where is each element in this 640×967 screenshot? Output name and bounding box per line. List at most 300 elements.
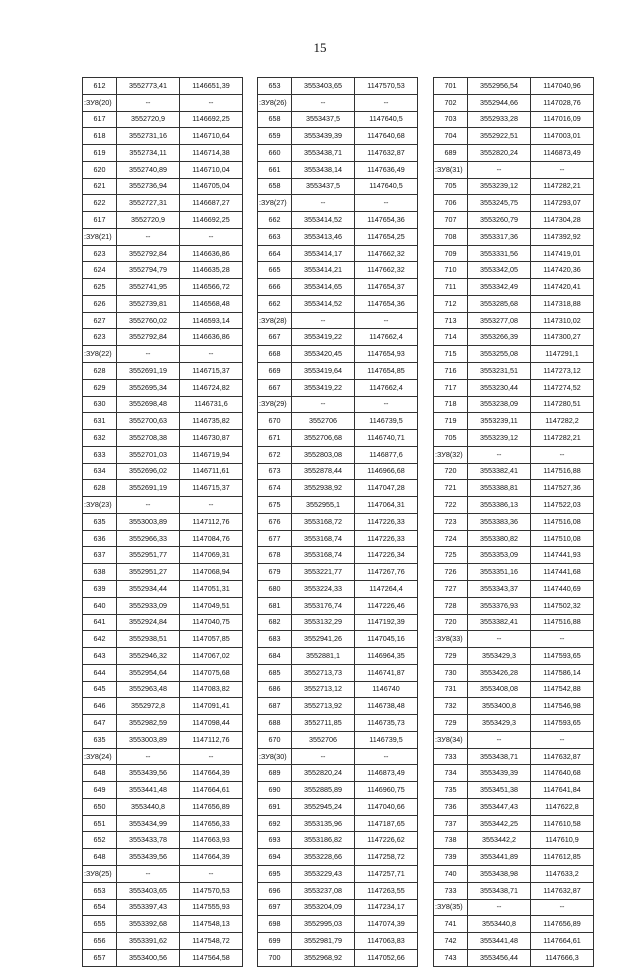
y-coordinate-cell: 1147662,32 <box>355 245 418 262</box>
x-coordinate-cell: -- <box>117 865 180 882</box>
x-coordinate-cell: 3552941,26 <box>292 631 355 648</box>
y-coordinate-cell: 1147028,76 <box>531 94 594 111</box>
y-coordinate-cell: 1147664,61 <box>180 782 243 799</box>
y-coordinate-cell: -- <box>355 312 418 329</box>
coordinates-table-3 <box>433 77 594 967</box>
x-coordinate-cell: 3552922,51 <box>468 128 531 145</box>
parcel-label-row <box>83 346 243 363</box>
y-coordinate-cell: 1147420,36 <box>531 262 594 279</box>
point-number-cell: 628 <box>83 480 117 497</box>
x-coordinate-cell: 3553397,43 <box>117 899 180 916</box>
y-coordinate-cell: 1147075,68 <box>180 664 243 681</box>
y-coordinate-cell: -- <box>180 228 243 245</box>
y-coordinate-cell: 1147502,32 <box>531 597 594 614</box>
y-coordinate-cell: 1146651,39 <box>180 78 243 95</box>
table-row <box>434 329 594 346</box>
y-coordinate-cell: 1147662,4 <box>355 329 418 346</box>
point-number-cell: 677 <box>258 530 292 547</box>
table-row <box>258 547 418 564</box>
x-coordinate-cell: 3552740,89 <box>117 161 180 178</box>
table-row <box>258 346 418 363</box>
x-coordinate-cell: -- <box>292 396 355 413</box>
table-row <box>258 161 418 178</box>
point-number-cell: 736 <box>434 798 468 815</box>
point-number-cell: 658 <box>258 111 292 128</box>
parcel-label-row <box>258 748 418 765</box>
y-coordinate-cell: 1146739,5 <box>355 731 418 748</box>
y-coordinate-cell: 1147622,8 <box>531 798 594 815</box>
point-number-cell: 699 <box>258 933 292 950</box>
y-coordinate-cell: 1146877,6 <box>355 446 418 463</box>
table-row <box>83 78 243 95</box>
y-coordinate-cell: 1146739,5 <box>355 413 418 430</box>
point-number-cell: 742 <box>434 933 468 950</box>
table-row <box>434 530 594 547</box>
x-coordinate-cell: 3553238,09 <box>468 396 531 413</box>
point-number-cell: 621 <box>83 178 117 195</box>
x-coordinate-cell: 3552924,84 <box>117 614 180 631</box>
y-coordinate-cell: 1146730,87 <box>180 430 243 447</box>
x-coordinate-cell: -- <box>468 161 531 178</box>
point-number-cell: 678 <box>258 547 292 564</box>
point-number-cell: 716 <box>434 363 468 380</box>
y-coordinate-cell: 1147083,82 <box>180 681 243 698</box>
y-coordinate-cell: 1147084,76 <box>180 530 243 547</box>
x-coordinate-cell: 3553135,96 <box>292 815 355 832</box>
table-row <box>258 145 418 162</box>
y-coordinate-cell: 1147516,88 <box>531 463 594 480</box>
x-coordinate-cell: 3552955,1 <box>292 497 355 514</box>
point-number-cell: 735 <box>434 782 468 799</box>
y-coordinate-cell: 1147656,89 <box>531 916 594 933</box>
y-coordinate-cell: 1147257,71 <box>355 865 418 882</box>
table-row <box>258 798 418 815</box>
y-coordinate-cell: 1147610,58 <box>531 815 594 832</box>
point-number-cell: 633 <box>83 446 117 463</box>
table-row <box>434 614 594 631</box>
table-row <box>83 279 243 296</box>
point-number-cell: :ЗУ8(21) <box>83 228 117 245</box>
table-row <box>434 295 594 312</box>
x-coordinate-cell: 3553239,11 <box>468 413 531 430</box>
table-row <box>258 480 418 497</box>
coordinates-table-2 <box>257 77 418 967</box>
y-coordinate-cell: 1147654,25 <box>355 228 418 245</box>
point-number-cell: 703 <box>434 111 468 128</box>
point-number-cell: 731 <box>434 681 468 698</box>
y-coordinate-cell: 1146710,64 <box>180 128 243 145</box>
y-coordinate-cell: 1146636,86 <box>180 329 243 346</box>
x-coordinate-cell: 3553414,21 <box>292 262 355 279</box>
x-coordinate-cell: 3552695,34 <box>117 379 180 396</box>
point-number-cell: 659 <box>258 128 292 145</box>
table-row <box>83 664 243 681</box>
table-row <box>83 798 243 815</box>
point-number-cell: 711 <box>434 279 468 296</box>
x-coordinate-cell: 3553441,89 <box>468 849 531 866</box>
table-row <box>258 212 418 229</box>
x-coordinate-cell: 3552691,19 <box>117 363 180 380</box>
x-coordinate-cell: 3552706 <box>292 731 355 748</box>
point-number-cell: 652 <box>83 832 117 849</box>
x-coordinate-cell: 3553204,09 <box>292 899 355 916</box>
y-coordinate-cell: -- <box>180 94 243 111</box>
table-row <box>83 178 243 195</box>
y-coordinate-cell: -- <box>180 346 243 363</box>
y-coordinate-cell: 1147192,39 <box>355 614 418 631</box>
x-coordinate-cell: 3552720,9 <box>117 111 180 128</box>
point-number-cell: 722 <box>434 497 468 514</box>
point-number-cell: 670 <box>258 413 292 430</box>
table-row <box>258 363 418 380</box>
parcel-label-row <box>434 631 594 648</box>
x-coordinate-cell: 3553414,65 <box>292 279 355 296</box>
x-coordinate-cell: -- <box>117 346 180 363</box>
point-number-cell: 676 <box>258 513 292 530</box>
y-coordinate-cell: 1147440,69 <box>531 580 594 597</box>
point-number-cell: 682 <box>258 614 292 631</box>
x-coordinate-cell: 3553224,33 <box>292 580 355 597</box>
x-coordinate-cell: 3553439,39 <box>468 765 531 782</box>
table-row <box>434 480 594 497</box>
y-coordinate-cell: 1147516,88 <box>531 614 594 631</box>
x-coordinate-cell: 3552881,1 <box>292 648 355 665</box>
x-coordinate-cell: 3553447,43 <box>468 798 531 815</box>
y-coordinate-cell: 1147091,41 <box>180 698 243 715</box>
point-number-cell: 720 <box>434 463 468 480</box>
y-coordinate-cell: 1147662,4 <box>355 379 418 396</box>
table-row <box>83 731 243 748</box>
table-row <box>258 413 418 430</box>
table-row <box>83 413 243 430</box>
point-number-cell: 701 <box>434 78 468 95</box>
table-row <box>258 815 418 832</box>
y-coordinate-cell: -- <box>355 396 418 413</box>
x-coordinate-cell: 3552773,41 <box>117 78 180 95</box>
x-coordinate-cell: 3553403,65 <box>292 78 355 95</box>
y-coordinate-cell: 1147057,85 <box>180 631 243 648</box>
table-row <box>83 547 243 564</box>
point-number-cell: 717 <box>434 379 468 396</box>
y-coordinate-cell: 1146692,25 <box>180 111 243 128</box>
point-number-cell: 643 <box>83 648 117 665</box>
y-coordinate-cell: 1147654,93 <box>355 346 418 363</box>
table-row <box>83 715 243 732</box>
point-number-cell: 724 <box>434 530 468 547</box>
table-row <box>83 916 243 933</box>
point-number-cell: :ЗУ8(32) <box>434 446 468 463</box>
x-coordinate-cell: 3553419,64 <box>292 363 355 380</box>
table-row <box>83 329 243 346</box>
y-coordinate-cell: 1146738,48 <box>355 698 418 715</box>
table-row <box>83 161 243 178</box>
x-coordinate-cell: 3553434,99 <box>117 815 180 832</box>
table-row <box>434 815 594 832</box>
table-row <box>83 681 243 698</box>
x-coordinate-cell: -- <box>468 631 531 648</box>
point-number-cell: 636 <box>83 530 117 547</box>
point-number-cell: 664 <box>258 245 292 262</box>
y-coordinate-cell: 1147063,83 <box>355 933 418 950</box>
point-number-cell: 696 <box>258 882 292 899</box>
y-coordinate-cell: 1147516,08 <box>531 513 594 530</box>
y-coordinate-cell: 1147274,52 <box>531 379 594 396</box>
y-coordinate-cell: 1147318,88 <box>531 295 594 312</box>
table-row <box>434 212 594 229</box>
table-row <box>258 933 418 950</box>
x-coordinate-cell: 3552945,24 <box>292 798 355 815</box>
table-row <box>258 614 418 631</box>
point-number-cell: 642 <box>83 631 117 648</box>
x-coordinate-cell: 3552982,59 <box>117 715 180 732</box>
y-coordinate-cell: 1146715,37 <box>180 480 243 497</box>
point-number-cell: :ЗУ8(33) <box>434 631 468 648</box>
point-number-cell: 707 <box>434 212 468 229</box>
table-row <box>258 463 418 480</box>
table-row <box>434 363 594 380</box>
point-number-cell: 640 <box>83 597 117 614</box>
y-coordinate-cell: -- <box>531 446 594 463</box>
x-coordinate-cell: 3552944,66 <box>468 94 531 111</box>
y-coordinate-cell: -- <box>180 748 243 765</box>
point-number-cell: 688 <box>258 715 292 732</box>
y-coordinate-cell: 1147663,93 <box>180 832 243 849</box>
x-coordinate-cell: 3553438,71 <box>468 748 531 765</box>
point-number-cell: 739 <box>434 849 468 866</box>
table-row <box>258 245 418 262</box>
y-coordinate-cell: 1146636,86 <box>180 245 243 262</box>
table-row <box>434 346 594 363</box>
y-coordinate-cell: 1147064,31 <box>355 497 418 514</box>
point-number-cell: 695 <box>258 865 292 882</box>
x-coordinate-cell: -- <box>117 497 180 514</box>
table-row <box>258 832 418 849</box>
y-coordinate-cell: 1147419,01 <box>531 245 594 262</box>
point-number-cell: 697 <box>258 899 292 916</box>
point-number-cell: 618 <box>83 128 117 145</box>
x-coordinate-cell: 3553245,75 <box>468 195 531 212</box>
point-number-cell: 622 <box>83 195 117 212</box>
y-coordinate-cell: 1147527,36 <box>531 480 594 497</box>
parcel-label-row <box>258 94 418 111</box>
table-row <box>258 731 418 748</box>
x-coordinate-cell: 3553380,82 <box>468 530 531 547</box>
y-coordinate-cell: 1147098,44 <box>180 715 243 732</box>
x-coordinate-cell: 3552968,92 <box>292 949 355 966</box>
y-coordinate-cell: 1146715,37 <box>180 363 243 380</box>
x-coordinate-cell: 3553438,71 <box>468 882 531 899</box>
y-coordinate-cell: 1147187,65 <box>355 815 418 832</box>
y-coordinate-cell: 1146705,04 <box>180 178 243 195</box>
x-coordinate-cell: 3553429,3 <box>468 715 531 732</box>
table-row <box>434 698 594 715</box>
x-coordinate-cell: 3553231,51 <box>468 363 531 380</box>
point-number-cell: 619 <box>83 145 117 162</box>
point-number-cell: 627 <box>83 312 117 329</box>
x-coordinate-cell: 3552711,85 <box>292 715 355 732</box>
point-number-cell: 637 <box>83 547 117 564</box>
y-coordinate-cell: 1147441,93 <box>531 547 594 564</box>
x-coordinate-cell: 3553003,89 <box>117 513 180 530</box>
point-number-cell: 669 <box>258 363 292 380</box>
point-number-cell: 705 <box>434 430 468 447</box>
point-number-cell: 626 <box>83 295 117 312</box>
table-row <box>258 698 418 715</box>
table-row <box>83 631 243 648</box>
point-number-cell: 741 <box>434 916 468 933</box>
point-number-cell: 655 <box>83 916 117 933</box>
point-number-cell: 689 <box>258 765 292 782</box>
point-number-cell: 708 <box>434 228 468 245</box>
point-number-cell: 714 <box>434 329 468 346</box>
table-row <box>258 597 418 614</box>
x-coordinate-cell: 3552963,48 <box>117 681 180 698</box>
point-number-cell: 704 <box>434 128 468 145</box>
x-coordinate-cell: -- <box>292 748 355 765</box>
table-row <box>258 564 418 581</box>
point-number-cell: 734 <box>434 765 468 782</box>
x-coordinate-cell: 3552713,73 <box>292 664 355 681</box>
table-row <box>434 949 594 966</box>
parcel-label-row <box>83 497 243 514</box>
y-coordinate-cell: 1147510,08 <box>531 530 594 547</box>
x-coordinate-cell: 3553442,2 <box>468 832 531 849</box>
x-coordinate-cell: 3553331,56 <box>468 245 531 262</box>
y-coordinate-cell: 1147610,9 <box>531 832 594 849</box>
point-number-cell: 684 <box>258 648 292 665</box>
y-coordinate-cell: 1147282,2 <box>531 413 594 430</box>
y-coordinate-cell: 1146740,71 <box>355 430 418 447</box>
x-coordinate-cell: 3553260,79 <box>468 212 531 229</box>
y-coordinate-cell: 1147234,17 <box>355 899 418 916</box>
x-coordinate-cell: 3552720,9 <box>117 212 180 229</box>
table-row <box>258 446 418 463</box>
y-coordinate-cell: 1147593,65 <box>531 715 594 732</box>
x-coordinate-cell: 3553255,08 <box>468 346 531 363</box>
y-coordinate-cell: 1146960,75 <box>355 782 418 799</box>
y-coordinate-cell: 1147273,12 <box>531 363 594 380</box>
y-coordinate-cell: 1146731,6 <box>180 396 243 413</box>
table-row <box>434 648 594 665</box>
x-coordinate-cell: 3553342,05 <box>468 262 531 279</box>
x-coordinate-cell: 3553437,5 <box>292 111 355 128</box>
parcel-label-row <box>83 865 243 882</box>
x-coordinate-cell: 3553400,56 <box>117 949 180 966</box>
x-coordinate-cell: 3552794,79 <box>117 262 180 279</box>
point-number-cell: 648 <box>83 765 117 782</box>
x-coordinate-cell: 3552713,12 <box>292 681 355 698</box>
y-coordinate-cell: 1147633,2 <box>531 865 594 882</box>
table-row <box>258 849 418 866</box>
point-number-cell: 718 <box>434 396 468 413</box>
y-coordinate-cell: 1147666,3 <box>531 949 594 966</box>
point-number-cell: :ЗУ8(31) <box>434 161 468 178</box>
point-number-cell: 662 <box>258 212 292 229</box>
point-number-cell: 689 <box>434 145 468 162</box>
x-coordinate-cell: 3552706,68 <box>292 430 355 447</box>
table-row <box>258 78 418 95</box>
y-coordinate-cell: 1147654,36 <box>355 295 418 312</box>
x-coordinate-cell: 3553439,56 <box>117 765 180 782</box>
point-number-cell: :ЗУ8(30) <box>258 748 292 765</box>
y-coordinate-cell: 1147662,32 <box>355 262 418 279</box>
y-coordinate-cell: 1147593,65 <box>531 648 594 665</box>
x-coordinate-cell: 3552713,92 <box>292 698 355 715</box>
x-coordinate-cell: 3552760,02 <box>117 312 180 329</box>
x-coordinate-cell: 3552691,19 <box>117 480 180 497</box>
x-coordinate-cell: 3553441,48 <box>117 782 180 799</box>
table-row <box>434 882 594 899</box>
x-coordinate-cell: 3552966,33 <box>117 530 180 547</box>
table-row <box>434 715 594 732</box>
x-coordinate-cell: 3553382,41 <box>468 614 531 631</box>
point-number-cell: 700 <box>258 949 292 966</box>
table-row <box>258 178 418 195</box>
x-coordinate-cell: 3553230,44 <box>468 379 531 396</box>
x-coordinate-cell: 3553408,08 <box>468 681 531 698</box>
x-coordinate-cell: 3553419,22 <box>292 329 355 346</box>
point-number-cell: 649 <box>83 782 117 799</box>
point-number-cell: 658 <box>258 178 292 195</box>
point-number-cell: 733 <box>434 882 468 899</box>
y-coordinate-cell: 1146735,82 <box>180 413 243 430</box>
x-coordinate-cell: 3553442,25 <box>468 815 531 832</box>
point-number-cell: 710 <box>434 262 468 279</box>
x-coordinate-cell: 3552933,28 <box>468 111 531 128</box>
y-coordinate-cell: 1147040,96 <box>531 78 594 95</box>
x-coordinate-cell: 3553439,56 <box>117 849 180 866</box>
table-row <box>434 94 594 111</box>
y-coordinate-cell: 1147226,34 <box>355 547 418 564</box>
y-coordinate-cell: 1147564,58 <box>180 949 243 966</box>
x-coordinate-cell: 3553400,8 <box>468 698 531 715</box>
point-number-cell: 740 <box>434 865 468 882</box>
table-row <box>83 765 243 782</box>
y-coordinate-cell: 1146966,68 <box>355 463 418 480</box>
point-number-cell: 667 <box>258 379 292 396</box>
x-coordinate-cell: 3553419,22 <box>292 379 355 396</box>
point-number-cell: 683 <box>258 631 292 648</box>
x-coordinate-cell: 3553383,36 <box>468 513 531 530</box>
table-row <box>83 933 243 950</box>
table-row <box>83 363 243 380</box>
x-coordinate-cell: 3552727,31 <box>117 195 180 212</box>
y-coordinate-cell: 1147264,4 <box>355 580 418 597</box>
y-coordinate-cell: 1147632,87 <box>531 748 594 765</box>
x-coordinate-cell: 3553426,28 <box>468 664 531 681</box>
point-number-cell: 709 <box>434 245 468 262</box>
point-number-cell: 617 <box>83 212 117 229</box>
y-coordinate-cell: 1147664,39 <box>180 765 243 782</box>
point-number-cell: 663 <box>258 228 292 245</box>
x-coordinate-cell: -- <box>292 94 355 111</box>
y-coordinate-cell: 1147074,39 <box>355 916 418 933</box>
table-row <box>434 865 594 882</box>
table-row <box>83 849 243 866</box>
table-row <box>83 580 243 597</box>
table-row <box>258 949 418 966</box>
x-coordinate-cell: 3552878,44 <box>292 463 355 480</box>
table-row <box>434 463 594 480</box>
table-row <box>434 379 594 396</box>
point-number-cell: 721 <box>434 480 468 497</box>
point-number-cell: 686 <box>258 681 292 698</box>
y-coordinate-cell: 1147636,49 <box>355 161 418 178</box>
table-row <box>83 564 243 581</box>
table-row <box>83 530 243 547</box>
table-row <box>434 78 594 95</box>
table-row <box>434 798 594 815</box>
